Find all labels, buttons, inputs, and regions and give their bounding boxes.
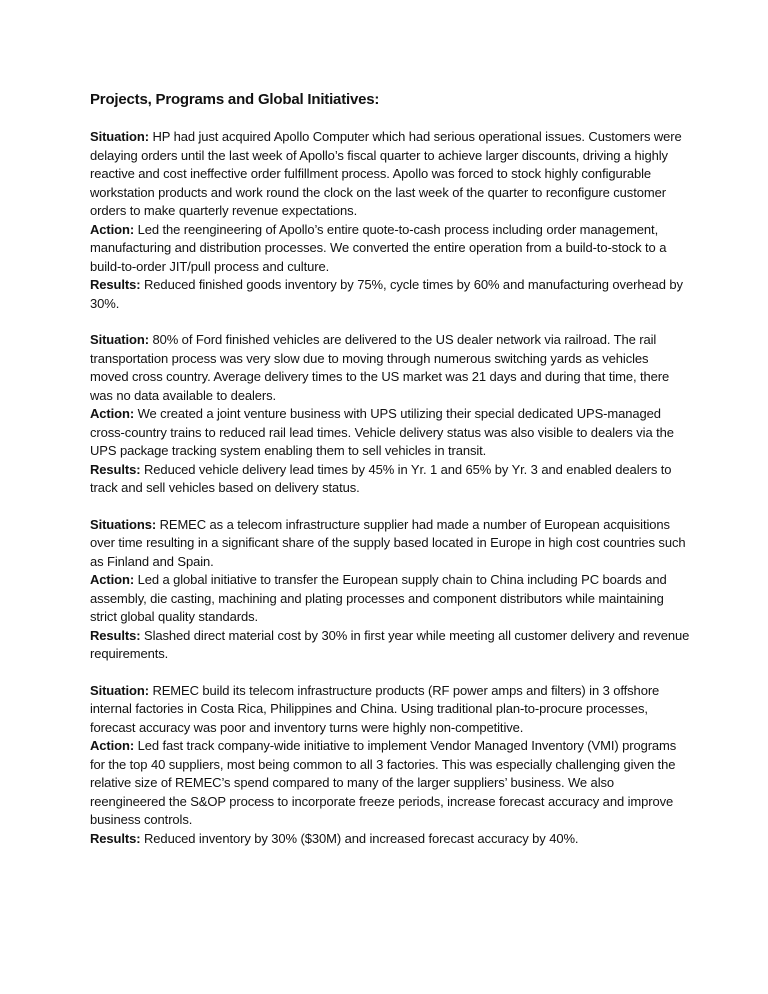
situation-label: Situation: — [90, 332, 149, 347]
results-text: Reduced vehicle delivery lead times by 45% in Yr. 1 and 65% by Yr. 3 and enabled dealers to track and sell vehicles based on delivery status. — [90, 461, 672, 495]
action-label: Action: — [90, 221, 135, 237]
situation-text: 80% of Ford finished vehicles are delivered to the US dealer network via railroad. The rail transportation process was very slow due to moving through numerous switching yards as vehicles moved cross country. Average delivery times to the US market was 21 days and during that time, there was no data available to dealers. — [90, 332, 670, 403]
action-text: We created a joint venture business with UPS utilizing their special dedicated UPS-managed cross-country trains to reduced rail lead times. Vehicle delivery status was also visible to dealers via the UPS package tracking system enabling them to sell vehicles in transit. — [90, 406, 674, 458]
situation-label: Situation: — [90, 682, 149, 698]
action-text: Led the reengineering of Apollo’s entire quote-to-cash process including order management, manufacturing and distribution processes. We converted the entire operation from a build-to-stock to a build-to-order JIT/pull process and culture. — [90, 221, 667, 274]
situation-paragraph — [90, 682, 690, 738]
situation-paragraph — [90, 516, 690, 572]
results-label: Results: — [90, 461, 141, 477]
project-remec-vmi — [90, 682, 690, 849]
action-paragraph — [90, 737, 690, 830]
action-label: Action: — [90, 738, 135, 753]
situation-paragraph — [90, 128, 690, 221]
results-label: Results: — [90, 627, 141, 643]
situation-text: HP had just acquired Apollo Computer which had serious operational issues. Customers were delaying orders until the last week of Apollo’s fiscal quarter to achieve larger discounts, driving a highly reactive and cost ineffective order fulfillment process. Apollo was forced to stock highly configurable workstation products and work round the clock on the last week of the quarter to reconfigure customer orders to make quarterly revenue expectations. — [90, 129, 682, 218]
situation-text: REMEC build its telecom infrastructure products (RF power amps and filters) in 3 offshore internal factories in Costa Rica, Philippines and China. Using traditional plan-to-procure processes, forecast accuracy was poor and inventory turns were highly non-competitive. — [90, 682, 660, 735]
action-text: Led a global initiative to transfer the European supply chain to China including PC boards and assembly, die casting, machining and plating processes and component distributors while maintaining strict global quality standards. — [90, 572, 667, 624]
page-title: Projects, Programs and Global Initiatives: — [90, 91, 380, 108]
action-paragraph — [90, 571, 690, 627]
action-paragraph — [90, 221, 690, 277]
results-text: Slashed direct material cost by 30% in first year while meeting all customer delivery and revenue requirements. — [90, 627, 690, 661]
project-remec-europe — [90, 516, 690, 664]
results-paragraph — [90, 830, 690, 849]
situation-label: Situations: — [90, 516, 157, 532]
action-label: Action: — [90, 406, 135, 421]
results-paragraph — [90, 276, 690, 313]
results-paragraph — [90, 627, 690, 664]
document-page — [90, 90, 690, 866]
situation-paragraph — [90, 331, 690, 405]
action-text: Led fast track company-wide initiative to implement Vendor Managed Inventory (VMI) programs for the top 40 suppliers, most being common to all 3 factories. This was especially challenging given the relative size of REMEC’s spend compared to many of the larger suppliers’ business. We also reengineered the S&OP process to incorporate freeze periods, increase forecast accuracy and improve business controls. — [90, 738, 677, 827]
results-text: Reduced finished goods inventory by 75%, cycle times by 60% and manufacturing overhead by 30%. — [90, 277, 683, 311]
results-label: Results: — [90, 830, 141, 846]
results-label: Results: — [90, 277, 141, 292]
project-apollo — [90, 128, 690, 313]
situation-text: REMEC as a telecom infrastructure supplier had made a number of European acquisitions over time resulting in a significant share of the supply based located in Europe in high cost countries such as Finland and Spain. — [90, 516, 686, 569]
results-text: Reduced inventory by 30% ($30M) and increased forecast accuracy by 40%. — [144, 830, 579, 846]
results-paragraph — [90, 461, 690, 498]
action-label: Action: — [90, 572, 135, 587]
action-paragraph — [90, 405, 690, 461]
situation-label: Situation: — [90, 129, 149, 144]
project-ford — [90, 331, 690, 498]
